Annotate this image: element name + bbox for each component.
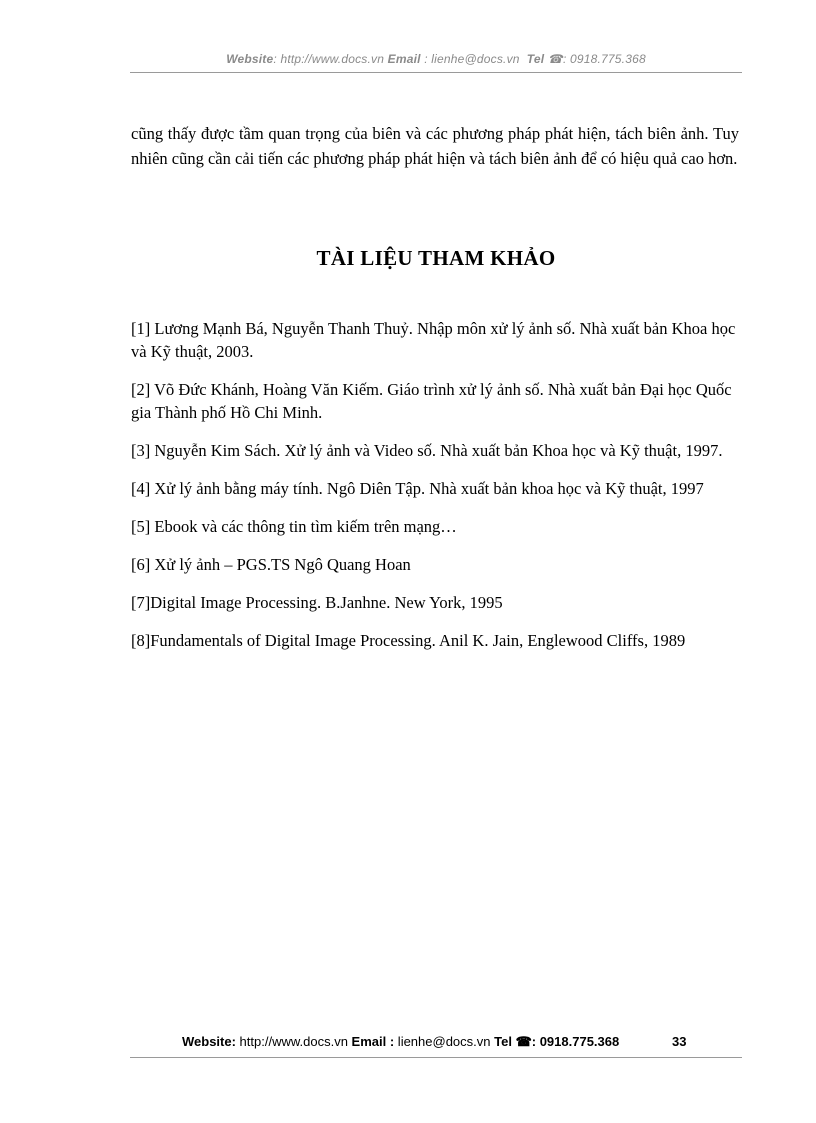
- intro-paragraph: cũng thấy được tầm quan trọng của biên và các phương pháp phát hiện, tách biên ảnh. Tuy nhiên cũng cần cải tiến các phương pháp phát hiện và tách biên ảnh để có hiệu quả cao hơn.: [131, 124, 739, 168]
- reference-item-3: [3] Nguyễn Kim Sách. Xử lý ảnh và Video số. Nhà xuất bản Khoa học và Kỹ thuật, 1997.: [131, 441, 723, 460]
- reference-item-6: [6] Xử lý ảnh – PGS.TS Ngô Quang Hoan: [131, 555, 411, 574]
- header-website-value: : http://www.docs.vn: [273, 52, 385, 66]
- page-number: 33: [672, 1034, 687, 1049]
- reference-item-7: [7]Digital Image Processing. B.Janhne. New York, 1995: [131, 593, 503, 612]
- phone-icon: ☎: [515, 1034, 532, 1049]
- footer-website-label: Website:: [182, 1034, 236, 1049]
- reference-list: [131, 317, 741, 667]
- reference-item-1: [1] Lương Mạnh Bá, Nguyễn Thanh Thuỷ. Nhập môn xử lý ảnh số. Nhà xuất bản Khoa học và Kỹ thuật, 2003.: [131, 319, 736, 361]
- footer-tel-value: : 0918.775.368: [531, 1034, 620, 1049]
- header-email-value: : lienhe@docs.vn: [424, 52, 520, 66]
- header-website-label: Website: [226, 52, 274, 66]
- header-email-label: Email: [387, 52, 421, 66]
- phone-icon: ☎: [547, 52, 563, 66]
- header-tel-value: : 0918.775.368: [562, 52, 646, 66]
- footer-tel-label: Tel: [490, 1034, 512, 1049]
- footer-email-value: lienhe@docs.vn: [394, 1034, 491, 1049]
- footer-divider: [130, 1057, 742, 1058]
- footer-contact: [182, 1034, 619, 1050]
- header-divider: [130, 72, 742, 73]
- footer-email-label: Email :: [347, 1034, 395, 1049]
- page-header: [130, 52, 742, 66]
- reference-item-2: [2] Võ Đức Khánh, Hoàng Văn Kiếm. Giáo trình xử lý ảnh số. Nhà xuất bản Đại học Quốc gia Thành phố Hồ Chi Minh.: [131, 380, 732, 422]
- reference-item-8: [8]Fundamentals of Digital Image Processing. Anil K. Jain, Englewood Cliffs, 1989: [131, 631, 686, 650]
- reference-item-5: [5] Ebook và các thông tin tìm kiếm trên mạng…: [131, 517, 457, 536]
- page-title: TÀI LIỆU THAM KHẢO: [316, 246, 556, 270]
- reference-item-4: [4] Xử lý ảnh bằng máy tính. Ngô Diên Tập. Nhà xuất bản khoa học và Kỹ thuật, 1997: [131, 479, 704, 498]
- footer-website-value: http://www.docs.vn: [235, 1034, 348, 1049]
- header-tel-label: Tel: [526, 52, 545, 66]
